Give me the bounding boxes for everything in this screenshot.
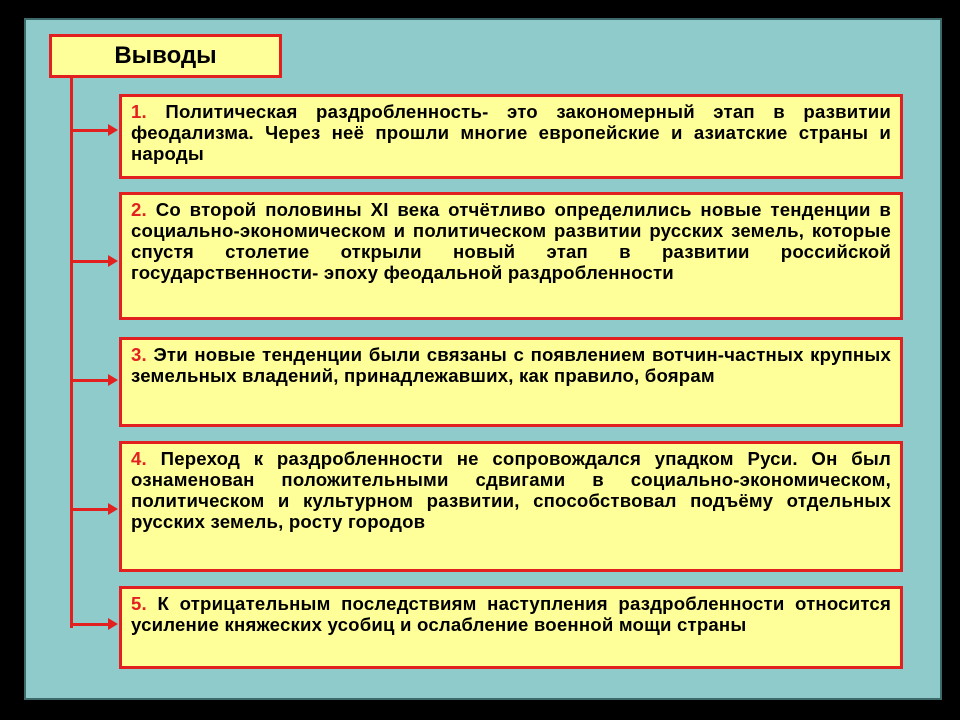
connector-arrow-2 xyxy=(70,260,110,263)
conclusion-number: 4. xyxy=(131,448,147,469)
slide-title-text: Выводы xyxy=(114,42,217,69)
conclusion-text: Переход к раздробленности не сопровождался упадком Руси. Он был ознаменован положительными сдвигами в социально-экономическом, политическом и культурном развитии, способствовал подъёму отдельных русских земель, росту городов xyxy=(131,448,891,532)
connector-arrow-1 xyxy=(70,129,110,132)
connector-arrow-3 xyxy=(70,379,110,382)
conclusion-number: 2. xyxy=(131,199,147,220)
connector-arrow-5 xyxy=(70,623,110,626)
conclusion-number: 5. xyxy=(131,593,147,614)
slide-title xyxy=(49,34,282,78)
conclusion-box-4 xyxy=(119,441,903,572)
conclusion-text: Политическая раздробленность- это закономерный этап в развитии феодализма. Через неё прошли многие европейские и азиатские страны и народы xyxy=(131,101,891,164)
conclusion-text: Эти новые тенденции были связаны с появлением вотчин-частных крупных земельных владений, принадлежавших, как правило, боярам xyxy=(131,344,891,386)
conclusion-box-5 xyxy=(119,586,903,669)
conclusion-text: Со второй половины XI века отчётливо определились новые тенденции в социально-экономическом и политическом развитии русских земель, которые спустя столетие открыли новый этап в развитии российской государственности- эпоху феодальной раздробленности xyxy=(131,199,891,283)
conclusion-box-1 xyxy=(119,94,903,179)
connector-arrow-4 xyxy=(70,508,110,511)
connector-trunk xyxy=(70,78,73,628)
conclusion-box-3 xyxy=(119,337,903,427)
conclusion-text: К отрицательным последствиям наступления раздробленности относится усиление княжеских усобиц и ослабление военной мощи страны xyxy=(131,593,891,635)
conclusion-box-2 xyxy=(119,192,903,320)
conclusion-number: 1. xyxy=(131,101,147,122)
conclusion-number: 3. xyxy=(131,344,147,365)
